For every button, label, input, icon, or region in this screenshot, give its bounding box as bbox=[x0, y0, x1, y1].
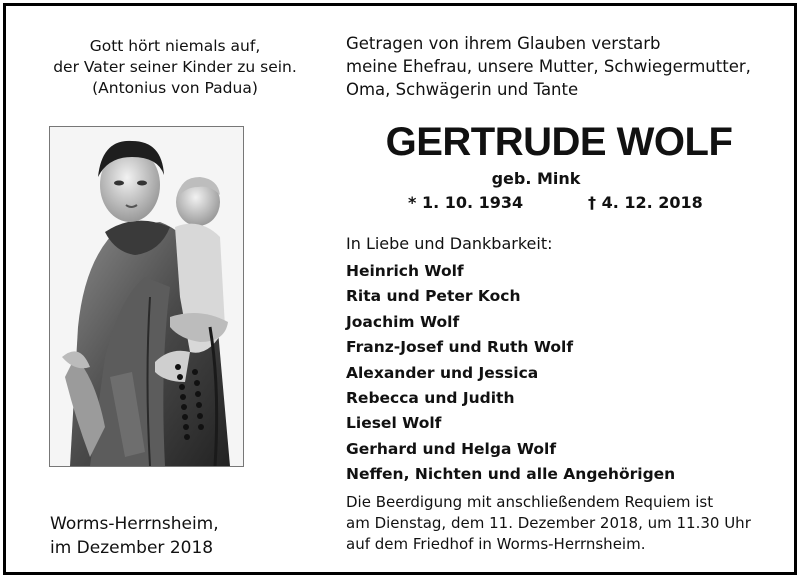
mourner-name: Rebecca und Judith bbox=[346, 389, 515, 408]
funeral-info bbox=[346, 492, 751, 555]
quote-line: der Vater seiner Kinder zu sein. bbox=[53, 58, 297, 76]
intro-text bbox=[346, 32, 766, 101]
deceased-name: GERTRUDE WOLF bbox=[385, 120, 733, 164]
mourner-name: Heinrich Wolf bbox=[346, 262, 464, 280]
funeral-line: auf dem Friedhof in Worms-Herrnsheim. bbox=[346, 535, 646, 553]
intro-line: Getragen von ihrem Glauben verstarb bbox=[346, 34, 661, 53]
mourner-name: Liesel Wolf bbox=[346, 414, 442, 433]
mourner-name: Rita und Peter Koch bbox=[346, 287, 521, 306]
place-line: Worms-Herrnsheim, bbox=[50, 514, 219, 534]
mourners-list bbox=[346, 259, 675, 488]
mourner-name: Neffen, Nichten und alle Angehörigen bbox=[346, 465, 676, 484]
funeral-line: am Dienstag, dem 11. Dezember 2018, um 11.30 Uhr bbox=[346, 514, 751, 532]
quote-line: Gott hört niemals auf, bbox=[89, 37, 261, 55]
statue-saint-anthony-with-child-icon bbox=[50, 127, 243, 466]
intro-line: meine Ehefrau, unsere Mutter, Schwiegermutter, bbox=[346, 57, 751, 76]
mourners-intro: In Liebe und Dankbarkeit: bbox=[346, 234, 553, 253]
quote-attribution: (Antonius von Padua) bbox=[92, 79, 258, 97]
date-line: im Dezember 2018 bbox=[50, 538, 214, 558]
statue-photo bbox=[49, 126, 244, 467]
death-date: † 4. 12. 2018 bbox=[588, 193, 703, 212]
mourner-name: Gerhard und Helga Wolf bbox=[346, 439, 557, 458]
intro-line: Oma, Schwägerin und Tante bbox=[346, 80, 579, 99]
mourner-name: Franz-Josef und Ruth Wolf bbox=[346, 338, 574, 357]
birth-date: * 1. 10. 1934 bbox=[408, 193, 524, 212]
maiden-name: geb. Mink bbox=[491, 169, 581, 188]
quote-block bbox=[50, 36, 300, 99]
mourner-name: Alexander und Jessica bbox=[346, 363, 539, 382]
place-date bbox=[50, 512, 219, 560]
mourner-name: Joachim Wolf bbox=[346, 312, 460, 331]
funeral-line: Die Beerdigung mit anschließendem Requiem ist bbox=[346, 493, 714, 511]
